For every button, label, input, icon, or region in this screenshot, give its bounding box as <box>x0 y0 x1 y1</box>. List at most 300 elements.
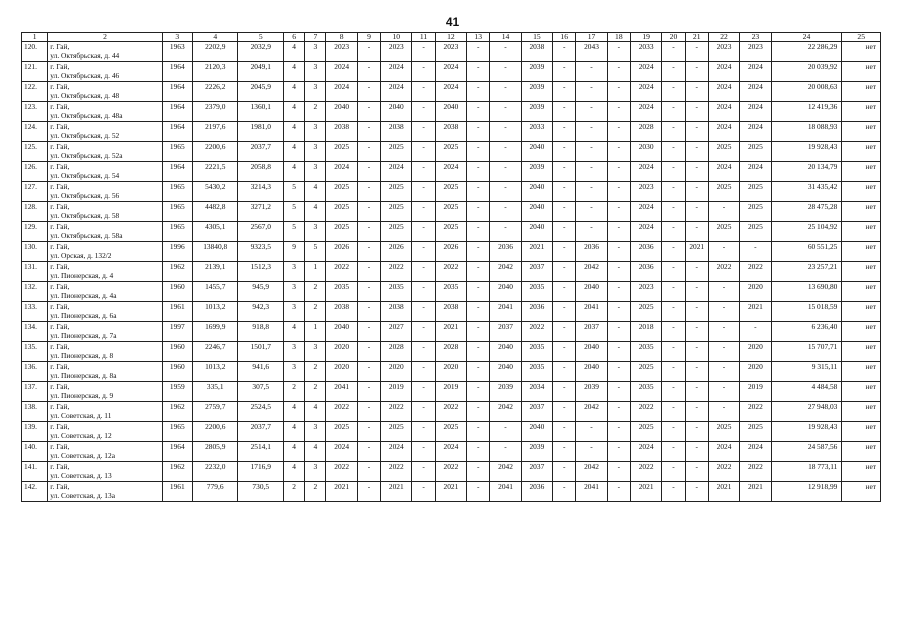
table-cell: 3 <box>305 342 326 362</box>
table-cell: 2026 <box>435 242 466 262</box>
address-city: г. Гай, <box>50 62 70 71</box>
row-number-cell: 139. <box>22 422 48 442</box>
table-cell: - <box>576 162 607 182</box>
table-cell: 1996 <box>162 242 192 262</box>
table-cell: 918,8 <box>238 322 284 342</box>
status-cell: нет <box>842 122 881 142</box>
table-cell: 2021 <box>326 482 357 502</box>
table-cell: 2027 <box>381 322 412 342</box>
table-cell: 2024 <box>326 62 357 82</box>
table-cell: 3 <box>305 62 326 82</box>
table-cell: 1962 <box>162 462 192 482</box>
table-cell: 2139,1 <box>192 262 238 282</box>
table-cell: - <box>662 122 685 142</box>
table-cell: - <box>662 282 685 302</box>
table-cell: 2025 <box>630 362 661 382</box>
table-cell: - <box>412 62 435 82</box>
address-street: ул. Октябрьская, д. 52а <box>50 150 123 160</box>
row-number-cell: 135. <box>22 342 48 362</box>
table-cell: 2036 <box>521 482 552 502</box>
table-cell: - <box>607 462 630 482</box>
table-cell: - <box>607 362 630 382</box>
table-cell: - <box>685 102 708 122</box>
table-cell: - <box>357 142 380 162</box>
cost-cell: 31 435,42 <box>771 182 842 202</box>
address-cell <box>48 242 162 262</box>
table-cell: 2379,0 <box>192 102 238 122</box>
table-cell: 2 <box>305 302 326 322</box>
table-cell: 2022 <box>521 322 552 342</box>
table-cell: 2038 <box>326 122 357 142</box>
table-cell: - <box>412 142 435 162</box>
table-cell: 2021 <box>630 482 661 502</box>
row-number-cell: 136. <box>22 362 48 382</box>
table-cell: - <box>662 342 685 362</box>
address-city: г. Гай, <box>50 342 70 351</box>
table-cell: 2021 <box>740 302 771 322</box>
table-row <box>22 162 881 182</box>
table-cell: - <box>662 462 685 482</box>
table-cell: 2022 <box>708 462 739 482</box>
address-street: ул. Пионерская, д. 8 <box>50 350 114 360</box>
table-cell: - <box>662 362 685 382</box>
table-cell: 2058,8 <box>238 162 284 182</box>
table-cell: 2022 <box>740 402 771 422</box>
table-cell: 2019 <box>435 382 466 402</box>
table-cell: 1501,7 <box>238 342 284 362</box>
table-cell: - <box>662 422 685 442</box>
table-cell: 2024 <box>708 442 739 462</box>
table-cell: 1964 <box>162 442 192 462</box>
table-cell: 4 <box>284 122 305 142</box>
table-cell: - <box>662 82 685 102</box>
table-cell: 2805,9 <box>192 442 238 462</box>
table-cell: - <box>357 342 380 362</box>
table-cell: - <box>607 82 630 102</box>
address-street: ул. Октябрьская, д. 52 <box>50 130 120 140</box>
address-cell <box>48 222 162 242</box>
table-cell: - <box>553 122 576 142</box>
table-cell: - <box>553 162 576 182</box>
table-cell: - <box>662 442 685 462</box>
column-number-header: 6 <box>284 33 305 42</box>
column-number-header: 11 <box>412 33 435 42</box>
table-cell: 2022 <box>326 262 357 282</box>
table-cell: 4482,8 <box>192 202 238 222</box>
table-cell: 2040 <box>576 342 607 362</box>
table-cell: - <box>607 442 630 462</box>
table-cell: 2024 <box>630 202 661 222</box>
table-cell: 2024 <box>740 62 771 82</box>
table-cell: 2023 <box>630 282 661 302</box>
cost-cell: 18 773,11 <box>771 462 842 482</box>
table-cell: 2514,1 <box>238 442 284 462</box>
table-cell: 2020 <box>740 342 771 362</box>
table-cell: 2041 <box>576 302 607 322</box>
table-cell: - <box>553 462 576 482</box>
address-cell <box>48 122 162 142</box>
status-cell: нет <box>842 262 881 282</box>
table-cell: 5430,2 <box>192 182 238 202</box>
table-cell: 2025 <box>381 422 412 442</box>
table-cell: 2025 <box>326 422 357 442</box>
address-city: г. Гай, <box>50 222 70 231</box>
address-street: ул. Октябрьская, д. 48а <box>50 110 123 120</box>
address-cell <box>48 402 162 422</box>
table-cell: 3 <box>305 162 326 182</box>
table-cell: 2025 <box>435 422 466 442</box>
table-cell: 2024 <box>435 82 466 102</box>
table-cell: 2025 <box>740 222 771 242</box>
table-cell: 2025 <box>740 422 771 442</box>
table-cell: - <box>357 422 380 442</box>
table-cell: - <box>662 242 685 262</box>
table-cell: - <box>662 202 685 222</box>
table-cell: 2042 <box>490 462 521 482</box>
table-row <box>22 402 881 422</box>
table-cell: 2024 <box>630 442 661 462</box>
table-cell: - <box>490 422 521 442</box>
table-cell: 2040 <box>326 102 357 122</box>
table-cell: 4 <box>284 62 305 82</box>
address-street: ул. Пионерская, д. 4а <box>50 290 117 300</box>
table-cell: - <box>412 462 435 482</box>
table-cell: - <box>490 102 521 122</box>
table-cell: 1960 <box>162 342 192 362</box>
table-cell: - <box>467 382 490 402</box>
table-cell: 2024 <box>381 442 412 462</box>
table-cell: 4 <box>284 322 305 342</box>
table-cell: 2221,5 <box>192 162 238 182</box>
table-cell: - <box>490 62 521 82</box>
table-cell: 4 <box>284 142 305 162</box>
cost-cell: 9 315,11 <box>771 362 842 382</box>
address-street: ул. Пионерская, д. 7а <box>50 330 117 340</box>
status-cell: нет <box>842 222 881 242</box>
table-cell: - <box>467 442 490 462</box>
table-row <box>22 142 881 162</box>
table-cell: 2038 <box>435 122 466 142</box>
table-row <box>22 182 881 202</box>
table-cell: - <box>412 362 435 382</box>
table-cell: 2040 <box>521 422 552 442</box>
table-cell: 2024 <box>708 82 739 102</box>
table-cell: 2025 <box>708 222 739 242</box>
table-cell: 2021 <box>435 322 466 342</box>
table-cell: 2025 <box>435 142 466 162</box>
table-cell: - <box>553 222 576 242</box>
status-cell: нет <box>842 282 881 302</box>
table-cell: - <box>662 382 685 402</box>
column-number-header: 21 <box>685 33 708 42</box>
address-city: г. Гай, <box>50 422 70 431</box>
address-cell <box>48 342 162 362</box>
table-cell: - <box>467 402 490 422</box>
table-cell: 1965 <box>162 422 192 442</box>
table-cell: - <box>553 302 576 322</box>
table-cell: 2041 <box>490 302 521 322</box>
table-cell: 2040 <box>521 222 552 242</box>
table-cell: 2024 <box>326 442 357 462</box>
table-cell: 1959 <box>162 382 192 402</box>
table-cell: 2020 <box>740 282 771 302</box>
table-row <box>22 122 881 142</box>
table-cell: - <box>685 142 708 162</box>
table-cell: 2025 <box>435 202 466 222</box>
table-cell: - <box>662 162 685 182</box>
table-row <box>22 42 881 62</box>
table-cell: - <box>685 262 708 282</box>
table-cell: 2023 <box>740 42 771 62</box>
table-cell: 1 <box>305 322 326 342</box>
table-cell: 2034 <box>521 382 552 402</box>
table-cell: 1960 <box>162 362 192 382</box>
table-cell: 2022 <box>630 462 661 482</box>
table-cell: 2028 <box>381 342 412 362</box>
table-cell: 2037,7 <box>238 142 284 162</box>
table-cell: 2 <box>305 482 326 502</box>
row-number-cell: 122. <box>22 82 48 102</box>
table-cell: 2022 <box>326 402 357 422</box>
address-cell <box>48 322 162 342</box>
table-cell: 2038 <box>521 42 552 62</box>
page-number: 41 <box>445 15 460 29</box>
table-row <box>22 322 881 342</box>
table-cell: 1965 <box>162 222 192 242</box>
table-cell: - <box>553 242 576 262</box>
table-cell: 2037,7 <box>238 422 284 442</box>
table-cell: - <box>467 302 490 322</box>
table-cell: 4 <box>284 402 305 422</box>
status-cell: нет <box>842 162 881 182</box>
table-cell: - <box>467 82 490 102</box>
status-cell: нет <box>842 62 881 82</box>
column-number-header: 9 <box>357 33 380 42</box>
table-cell: 2040 <box>521 142 552 162</box>
table-cell: 1512,3 <box>238 262 284 282</box>
table-cell: 2025 <box>326 202 357 222</box>
table-cell: 2024 <box>381 82 412 102</box>
table-cell: 2035 <box>521 282 552 302</box>
table-cell: 3214,3 <box>238 182 284 202</box>
table-cell: 5 <box>284 202 305 222</box>
table-cell: 2041 <box>326 382 357 402</box>
table-row <box>22 482 881 502</box>
table-cell: 2020 <box>740 362 771 382</box>
table-cell: 2028 <box>435 342 466 362</box>
table-cell: 2040 <box>576 282 607 302</box>
status-cell: нет <box>842 362 881 382</box>
table-cell: - <box>576 202 607 222</box>
table-cell: 2024 <box>740 122 771 142</box>
table-cell: - <box>490 222 521 242</box>
table-cell: 2025 <box>381 222 412 242</box>
table-cell: - <box>685 322 708 342</box>
table-cell: 2025 <box>740 182 771 202</box>
address-city: г. Гай, <box>50 382 70 391</box>
table-cell: - <box>662 222 685 242</box>
table-cell: - <box>467 222 490 242</box>
table-cell: - <box>708 382 739 402</box>
table-row <box>22 102 881 122</box>
column-number-header: 12 <box>435 33 466 42</box>
table-cell: - <box>357 222 380 242</box>
table-cell: 2036 <box>490 242 521 262</box>
table-cell: - <box>708 322 739 342</box>
table-cell: - <box>553 402 576 422</box>
table-cell: 2024 <box>435 62 466 82</box>
table-cell: - <box>467 462 490 482</box>
address-street: ул. Советская, д. 11 <box>50 410 112 420</box>
table-cell: - <box>685 422 708 442</box>
table-cell: 2043 <box>576 42 607 62</box>
table-cell: 2035 <box>521 342 552 362</box>
status-cell: нет <box>842 42 881 62</box>
table-cell: - <box>553 342 576 362</box>
table-cell: 4 <box>284 462 305 482</box>
table-cell: - <box>467 342 490 362</box>
table-cell: 2 <box>305 102 326 122</box>
table-cell: 2022 <box>435 402 466 422</box>
table-cell: - <box>553 282 576 302</box>
table-cell: - <box>685 482 708 502</box>
table-cell: 2024 <box>740 442 771 462</box>
table-cell: 2040 <box>490 362 521 382</box>
table-cell: - <box>662 262 685 282</box>
table-cell: 2026 <box>326 242 357 262</box>
table-cell: 2039 <box>521 82 552 102</box>
table-cell: 2024 <box>630 62 661 82</box>
table-cell: - <box>708 302 739 322</box>
table-cell: 2246,7 <box>192 342 238 362</box>
table-cell: 3 <box>305 142 326 162</box>
address-city: г. Гай, <box>50 182 70 191</box>
table-cell: 2023 <box>381 42 412 62</box>
table-cell: 2024 <box>708 62 739 82</box>
table-cell: 2021 <box>521 242 552 262</box>
table-cell: 2197,6 <box>192 122 238 142</box>
table-cell: - <box>576 182 607 202</box>
table-cell: - <box>662 482 685 502</box>
table-cell: - <box>490 162 521 182</box>
table-cell: - <box>662 302 685 322</box>
table-cell: - <box>412 382 435 402</box>
address-street: ул. Октябрьская, д. 56 <box>50 190 120 200</box>
table-cell: 2026 <box>381 242 412 262</box>
table-cell: 1961 <box>162 482 192 502</box>
table-cell: 2037 <box>521 462 552 482</box>
address-street: ул. Октябрьская, д. 58 <box>50 210 120 220</box>
row-number-cell: 127. <box>22 182 48 202</box>
table-cell: 5 <box>284 182 305 202</box>
table-cell: 2040 <box>576 362 607 382</box>
table-cell: 2023 <box>435 42 466 62</box>
row-number-cell: 140. <box>22 442 48 462</box>
table-cell: 2049,1 <box>238 62 284 82</box>
table-cell: - <box>685 82 708 102</box>
table-cell: 1965 <box>162 202 192 222</box>
table-cell: 2022 <box>381 262 412 282</box>
table-cell: 1964 <box>162 162 192 182</box>
column-number-header: 17 <box>576 33 607 42</box>
cost-cell: 60 551,25 <box>771 242 842 262</box>
table-cell: 1013,2 <box>192 362 238 382</box>
table-cell: - <box>490 182 521 202</box>
table-row <box>22 342 881 362</box>
status-cell: нет <box>842 102 881 122</box>
table-cell: 2023 <box>630 182 661 202</box>
address-cell <box>48 302 162 322</box>
table-cell: 1699,9 <box>192 322 238 342</box>
table-cell: - <box>553 82 576 102</box>
cost-cell: 23 257,21 <box>771 262 842 282</box>
table-cell: - <box>685 442 708 462</box>
table-cell: 4 <box>284 422 305 442</box>
table-cell: 2024 <box>435 162 466 182</box>
table-row <box>22 62 881 82</box>
table-cell: - <box>357 102 380 122</box>
row-number-cell: 130. <box>22 242 48 262</box>
table-cell: 2120,3 <box>192 62 238 82</box>
address-cell <box>48 162 162 182</box>
table-cell: 3 <box>305 122 326 142</box>
table-cell: 2042 <box>490 402 521 422</box>
cost-cell: 12 419,36 <box>771 102 842 122</box>
column-number-header: 8 <box>326 33 357 42</box>
table-cell: 1455,7 <box>192 282 238 302</box>
address-cell <box>48 282 162 302</box>
status-cell: нет <box>842 442 881 462</box>
address-street: ул. Пионерская, д. 9 <box>50 390 114 400</box>
table-cell: - <box>357 242 380 262</box>
table-cell: 2 <box>305 382 326 402</box>
table-cell: - <box>412 222 435 242</box>
table-cell: 2039 <box>521 62 552 82</box>
table-cell: - <box>685 122 708 142</box>
table-cell: - <box>607 222 630 242</box>
table-cell: 2025 <box>740 142 771 162</box>
table-cell: - <box>357 282 380 302</box>
table-cell: 2226,2 <box>192 82 238 102</box>
table-cell: 2019 <box>381 382 412 402</box>
table-cell: - <box>357 302 380 322</box>
table-cell: - <box>357 182 380 202</box>
status-cell: нет <box>842 382 881 402</box>
table-cell: 2024 <box>381 62 412 82</box>
table-cell: 2025 <box>435 222 466 242</box>
table-cell: 2023 <box>708 42 739 62</box>
address-cell <box>48 202 162 222</box>
address-street: ул. Орская, д. 132/2 <box>50 250 112 260</box>
table-cell: - <box>467 162 490 182</box>
table-cell: - <box>685 222 708 242</box>
table-cell: - <box>467 102 490 122</box>
table-cell: - <box>553 422 576 442</box>
table-header-row <box>22 33 881 42</box>
table-cell: - <box>607 262 630 282</box>
address-cell <box>48 482 162 502</box>
table-cell: - <box>412 162 435 182</box>
table-cell: - <box>662 42 685 62</box>
address-street: ул. Советская, д. 12 <box>50 430 112 440</box>
status-cell: нет <box>842 462 881 482</box>
row-number-cell: 137. <box>22 382 48 402</box>
column-number-header: 15 <box>521 33 552 42</box>
table-cell: 2022 <box>630 402 661 422</box>
table-cell: - <box>662 102 685 122</box>
table-cell: 1960 <box>162 282 192 302</box>
table-cell: 2042 <box>576 402 607 422</box>
